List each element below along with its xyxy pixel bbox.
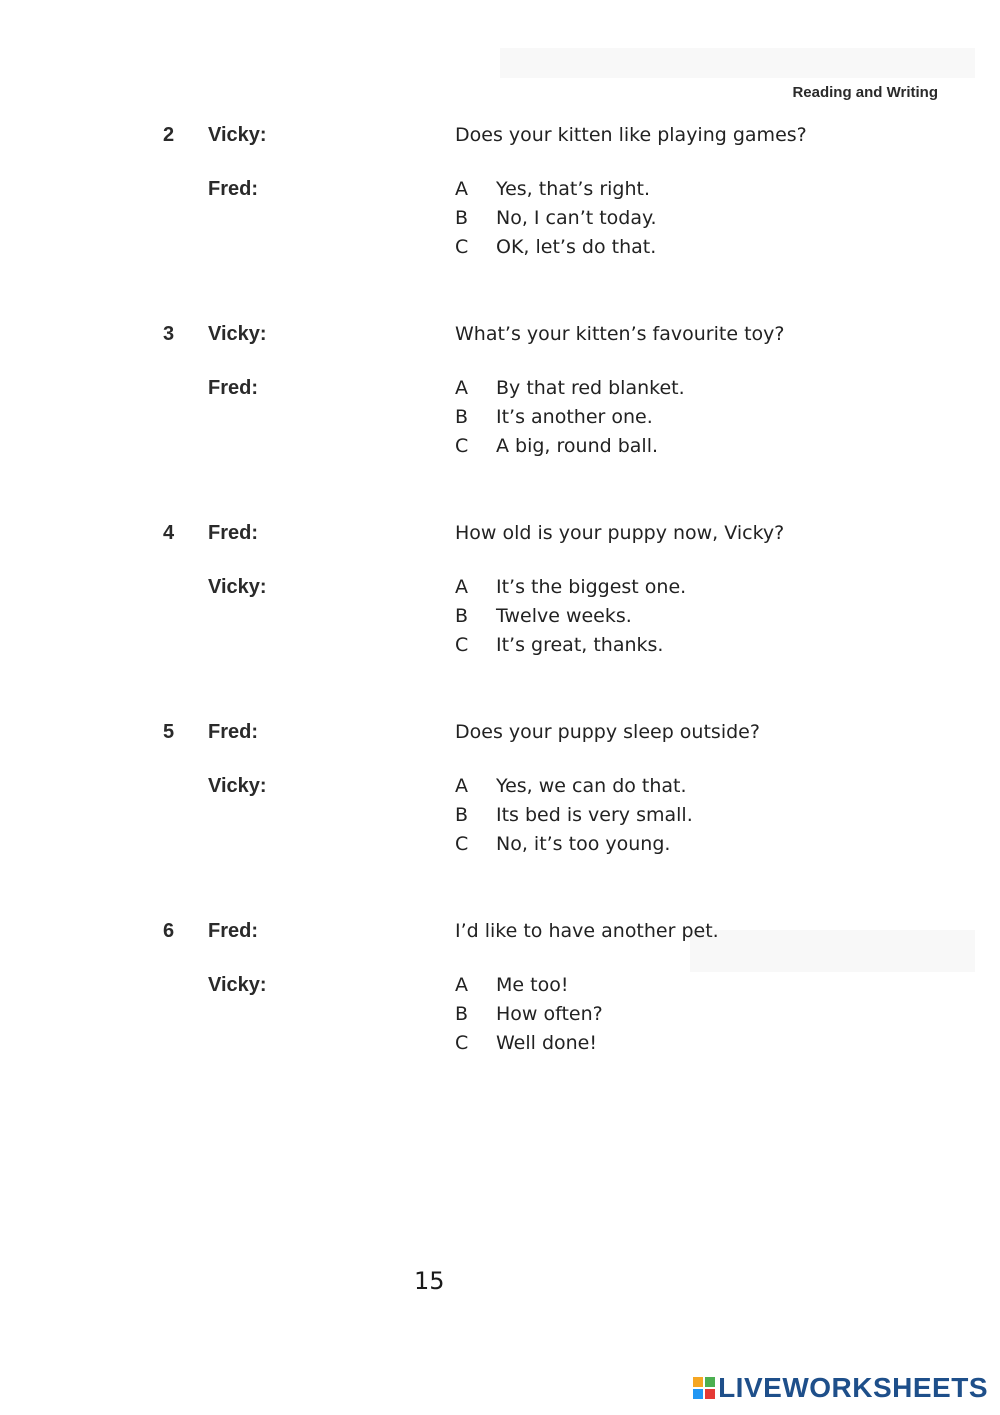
answer-options: [455, 575, 686, 662]
scan-smudge: [690, 930, 975, 972]
option-letter: C: [455, 634, 469, 656]
answer-option[interactable]: [455, 633, 686, 662]
option-letter: C: [455, 833, 469, 855]
question-prompt: How old is your puppy now, Vicky?: [455, 522, 785, 544]
option-letter: B: [455, 605, 469, 627]
logo-icon: [693, 1377, 715, 1399]
option-text: Twelve weeks.: [496, 605, 632, 627]
option-text: Me too!: [496, 974, 569, 996]
logo-square: [693, 1377, 703, 1387]
question-number: 6: [163, 920, 175, 942]
answer-option[interactable]: [455, 575, 686, 604]
option-text: It’s another one.: [496, 406, 653, 428]
option-letter: B: [455, 207, 469, 229]
answer-option[interactable]: [455, 832, 693, 861]
page-number: 15: [414, 1267, 445, 1295]
option-letter: B: [455, 804, 469, 826]
second-speaker: Vicky:: [208, 775, 267, 797]
option-letter: B: [455, 1003, 469, 1025]
answer-options: [455, 376, 685, 463]
second-speaker: Vicky:: [208, 576, 267, 598]
option-text: How often?: [496, 1003, 603, 1025]
answer-option[interactable]: [455, 803, 693, 832]
answer-option[interactable]: [455, 604, 686, 633]
option-letter: B: [455, 406, 469, 428]
option-letter: C: [455, 1032, 469, 1054]
logo-text: LIVEWORKSHEETS: [718, 1372, 988, 1403]
logo-square: [705, 1389, 715, 1399]
option-letter: A: [455, 178, 468, 200]
answer-option[interactable]: [455, 206, 657, 235]
first-speaker: Fred:: [208, 721, 258, 743]
option-text: A big, round ball.: [496, 435, 659, 457]
option-text: OK, let’s do that.: [496, 236, 657, 258]
question-number: 5: [163, 721, 175, 743]
second-speaker: Fred:: [208, 377, 258, 399]
liveworksheets-logo: [693, 1373, 988, 1403]
option-text: Yes, we can do that.: [496, 775, 687, 797]
logo-square: [693, 1389, 703, 1399]
option-letter: A: [455, 974, 468, 996]
option-text: By that red blanket.: [496, 377, 685, 399]
question-prompt: I’d like to have another pet.: [455, 920, 719, 942]
answer-option[interactable]: [455, 177, 657, 206]
first-speaker: Vicky:: [208, 124, 267, 146]
first-speaker: Fred:: [208, 920, 258, 942]
second-speaker: Fred:: [208, 178, 258, 200]
answer-option[interactable]: [455, 973, 603, 1002]
question-prompt: Does your puppy sleep outside?: [455, 721, 760, 743]
option-text: No, I can’t today.: [496, 207, 657, 229]
first-speaker: Fred:: [208, 522, 258, 544]
option-text: Well done!: [496, 1032, 597, 1054]
option-letter: C: [455, 236, 469, 258]
logo-square: [705, 1377, 715, 1387]
option-text: Yes, that’s right.: [496, 178, 650, 200]
answer-option[interactable]: [455, 1031, 603, 1060]
option-text: It’s great, thanks.: [496, 634, 664, 656]
second-speaker: Vicky:: [208, 974, 267, 996]
option-letter: A: [455, 377, 468, 399]
answer-option[interactable]: [455, 774, 693, 803]
option-letter: A: [455, 775, 468, 797]
question-number: 4: [163, 522, 175, 544]
scan-smudge: [500, 48, 975, 78]
option-text: No, it’s too young.: [496, 833, 671, 855]
answer-option[interactable]: [455, 405, 685, 434]
answer-options: [455, 774, 693, 861]
question-prompt: Does your kitten like playing games?: [455, 124, 807, 146]
option-text: Its bed is very small.: [496, 804, 693, 826]
question-number: 2: [163, 124, 175, 146]
section-title: Reading and Writing: [792, 84, 938, 101]
answer-option[interactable]: [455, 1002, 603, 1031]
option-letter: C: [455, 435, 469, 457]
option-text: It’s the biggest one.: [496, 576, 687, 598]
answer-options: [455, 177, 657, 264]
answer-option[interactable]: [455, 235, 657, 264]
question-number: 3: [163, 323, 175, 345]
first-speaker: Vicky:: [208, 323, 267, 345]
question-prompt: What’s your kitten’s favourite toy?: [455, 323, 785, 345]
answer-options: [455, 973, 603, 1060]
option-letter: A: [455, 576, 468, 598]
answer-option[interactable]: [455, 434, 685, 463]
answer-option[interactable]: [455, 376, 685, 405]
